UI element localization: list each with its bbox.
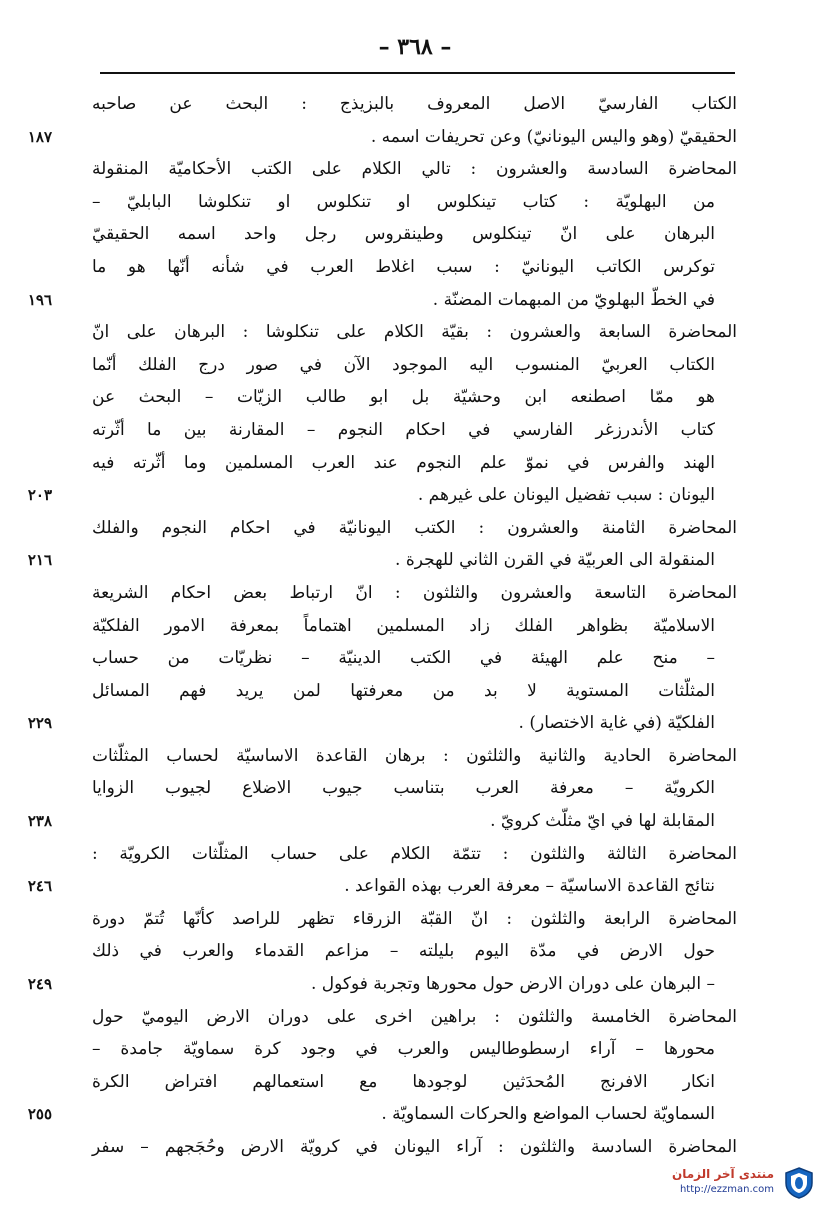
toc-line-text: المقابلة لها في ايّ مثلّث كرويّ .	[490, 811, 715, 832]
toc-line	[92, 153, 737, 186]
toc-line	[92, 740, 737, 773]
toc-line-text: المنقولة الى العربيّة في القرن الثاني للهجرة .	[395, 550, 715, 571]
toc-line	[92, 1066, 737, 1099]
toc-page-number: ٢٤٦	[27, 877, 52, 896]
toc-line	[92, 218, 737, 251]
toc-line	[92, 447, 737, 480]
toc-line-text: الفلكيّة (في غاية الاختصار) .	[518, 713, 715, 734]
toc-line	[27, 544, 737, 577]
toc-line	[92, 88, 737, 121]
toc-line-text: المثلّثات المستوية لا بد من معرفتها لمن يريد فهم المسائل	[92, 680, 715, 701]
toc-line-text: الكتاب العربيّ المنسوب اليه الموجود الآن في صور درج الفلك أنّما	[92, 354, 715, 375]
toc-line-text: حول الارض في مدّة اليوم بليلته – مزاعم القدماء والعرب في ذلك	[92, 941, 715, 962]
toc-line-text: المحاضرة الخامسة والثلثون : براهين اخرى على دوران الارض اليوميّ حول	[92, 1006, 737, 1027]
toc-line-text: البرهان على انّ تينكلوس وطينقروس رجل واحد اسمه الحقيقيّ	[92, 224, 715, 245]
toc-line-text: الهند والفرس في نموّ علم النجوم عند العرب المسلمين وما أثّرته فيه	[92, 452, 715, 473]
table-of-contents	[27, 88, 737, 1164]
toc-line	[92, 903, 737, 936]
toc-line-text: محورها – آراء ارسطوطاليس والعرب في وجود كرة سماويّة جامدة –	[92, 1039, 715, 1060]
toc-line	[92, 935, 737, 968]
toc-page-number: ٢٣٨	[27, 812, 52, 831]
toc-line	[92, 1131, 737, 1164]
toc-line	[92, 186, 737, 219]
toc-line-text: الحقيقيّ (وهو واليس اليونانيّ) وعن تحريفات اسمه .	[370, 126, 737, 147]
toc-line-text: المحاضرة الرابعة والثلثون : انّ القبّة الزرقاء تظهر للراصد كأنّها تُتمّ دورة	[92, 908, 737, 929]
toc-line-text: في الخطّ البهلويّ من المبهمات المضنّة .	[432, 289, 715, 310]
toc-line	[92, 251, 737, 284]
toc-line	[92, 642, 737, 675]
forum-watermark[interactable]	[650, 1162, 820, 1208]
toc-line-text: كتاب الأندرزغر الفارسي في احكام النجوم – المقارنة بين ما أثّرته	[92, 419, 715, 440]
toc-line	[92, 675, 737, 708]
toc-line	[27, 121, 737, 154]
watermark-text	[672, 1166, 774, 1198]
toc-line	[27, 968, 737, 1001]
toc-line	[27, 1098, 737, 1131]
toc-line	[92, 577, 737, 610]
toc-line-text: المحاضرة التاسعة والعشرون والثلثون : انّ ارتباط بعض احكام الشريعة	[92, 582, 737, 603]
toc-line-text: – منح علم الهيئة في الكتب الدينيّة – نظريّات من حساب	[92, 648, 715, 669]
toc-line	[92, 1033, 737, 1066]
toc-line-text: المحاضرة السابعة والعشرون : بقيّة الكلام على تنكلوشا : البرهان على انّ	[92, 322, 737, 343]
toc-line-text: السماويّة لحساب المواضع والحركات السماويّة .	[381, 1104, 715, 1125]
toc-line-text: المحاضرة السادسة والثلثون : آراء اليونان في كرويّة الارض وحُجَجهم – سفر	[92, 1137, 737, 1157]
toc-line-text: اليونان : سبب تفضيل اليونان على غيرهم .	[417, 485, 715, 506]
toc-page-number: ٢٤٩	[27, 975, 52, 994]
toc-line-text: نتائج القاعدة الاساسيّة – معرفة العرب بهذه القواعد .	[344, 876, 715, 897]
toc-page-number: ٢٠٣	[27, 486, 52, 505]
toc-line	[27, 284, 737, 317]
toc-page-number: ٢١٦	[27, 551, 52, 570]
header-rule	[100, 72, 735, 74]
toc-line-text: هو ممّا اصطنعه ابن وحشيّة بل ابو طالب الزيّات – البحث عن	[92, 387, 715, 408]
watermark-site-name: منتدى آخر الزمان	[672, 1167, 774, 1181]
toc-line	[92, 316, 737, 349]
toc-line	[27, 870, 737, 903]
toc-line	[27, 479, 737, 512]
toc-line	[27, 805, 737, 838]
toc-line-text: الاسلاميّة بظواهر الفلك زاد المسلمين اهتماماً بمعرفة الامور الفلكيّة	[92, 615, 715, 636]
shield-logo-icon	[782, 1166, 816, 1200]
toc-line-text: من البهلويّة : كتاب تينكلوس او تنكلوس او تنكلوشا البابليّ –	[92, 191, 715, 212]
toc-line	[92, 772, 737, 805]
toc-line-text: المحاضرة الثالثة والثلثون : تتمّة الكلام على حساب المثلّثات الكرويّة :	[92, 843, 737, 864]
toc-page-number: ١٨٧	[27, 127, 52, 146]
toc-line	[92, 512, 737, 545]
toc-line	[92, 1001, 737, 1034]
toc-page-number: ٢٢٩	[27, 714, 52, 733]
toc-line-text: انكار الافرنج المُحدَثين لوجودها مع استعمالهم افتراض الكرة	[92, 1071, 715, 1092]
toc-line-text: – البرهان على دوران الارض حول محورها وتجربة فوكول .	[310, 974, 715, 995]
page-number: – ٣٦٨ –	[378, 34, 452, 60]
toc-line	[92, 381, 737, 414]
toc-line	[92, 349, 737, 382]
toc-line	[92, 838, 737, 871]
toc-page-number: ١٩٦	[27, 290, 52, 309]
toc-line	[92, 610, 737, 643]
watermark-url[interactable]: http://ezzman.com	[679, 1184, 774, 1195]
toc-line-text: المحاضرة السادسة والعشرون : تالي الكلام على الكتب الأحكاميّة المنقولة	[92, 159, 737, 180]
toc-line-text: الكتاب الفارسيّ الاصل المعروف بالبزيذج : البحث عن صاحبه	[92, 94, 737, 114]
toc-line-text: توكرس الكاتب اليونانيّ : سبب اغلاط العرب في شأنه أنّها هو ما	[92, 256, 715, 277]
toc-line-text: الكرويّة – معرفة العرب بتناسب جيوب الاضلاع لجيوب الزوايا	[92, 778, 715, 799]
toc-line	[92, 414, 737, 447]
toc-line	[27, 707, 737, 740]
toc-line-text: المحاضرة الحادية والثانية والثلثون : برهان القاعدة الاساسيّة لحساب المثلّثات	[92, 745, 737, 766]
toc-page-number: ٢٥٥	[27, 1105, 52, 1124]
toc-line-text: المحاضرة الثامنة والعشرون : الكتب اليونانيّة في احكام النجوم والفلك	[92, 517, 737, 538]
